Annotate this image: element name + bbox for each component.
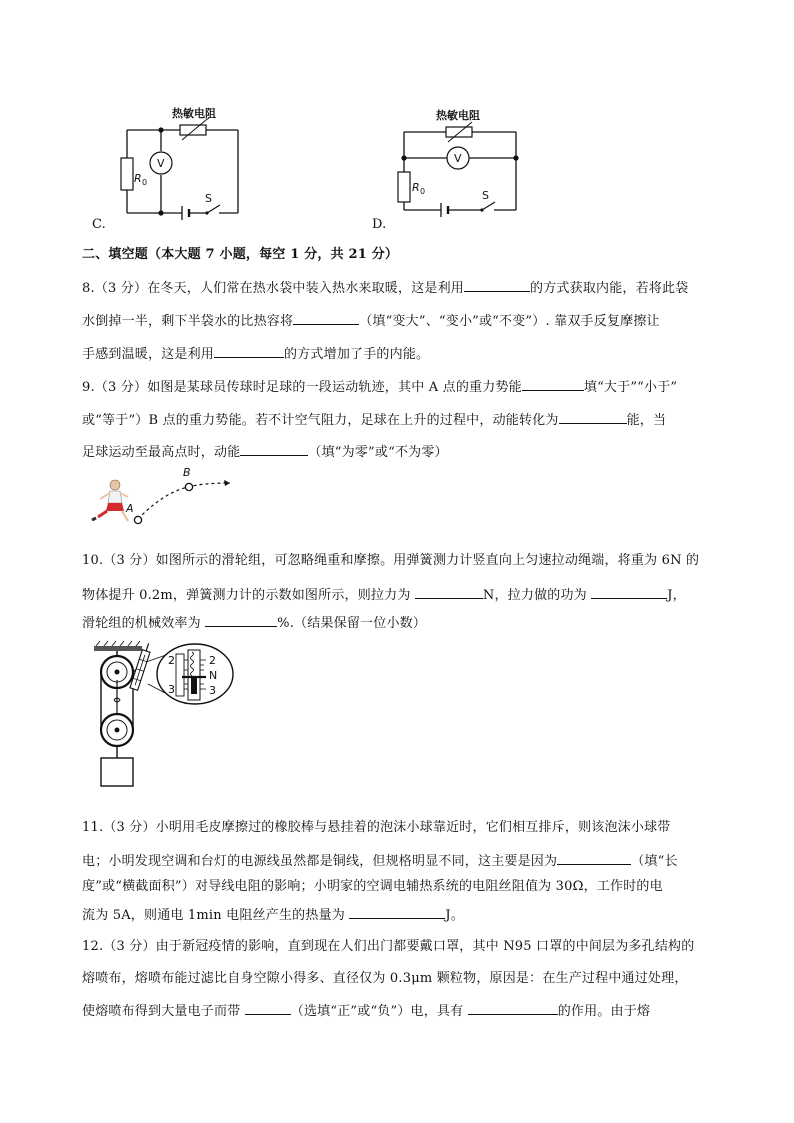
answer-blank[interactable] xyxy=(557,850,631,865)
thermistor-label: 热敏电阻 xyxy=(436,109,480,122)
option-c-label: C. xyxy=(92,217,107,232)
switch-label: S xyxy=(482,189,489,202)
scale-unit-n: N xyxy=(209,669,218,682)
question-9-line-2: 或“等于”）B 点的重力势能。若不计空气阻力，足球在上升的过程中，动能转化为 能，当 xyxy=(82,409,666,431)
r0-subscript: 0 xyxy=(420,187,426,196)
question-10-line-2: 物体提升 0.2m，弹簧测力计的示数如图所示，则拉力为 N，拉力做的功为 J， xyxy=(82,584,686,606)
question-8-line-3: 手感到温暖，这是利用 的方式增加了手的内能。 xyxy=(82,343,429,365)
answer-blank[interactable] xyxy=(559,409,627,424)
answer-blank[interactable] xyxy=(349,904,445,919)
answer-blank[interactable] xyxy=(293,310,359,325)
question-9-line-3: 足球运动至最高点时，动能 （填“为零”或“不为零） xyxy=(82,441,448,463)
thermistor-label: 热敏电阻 xyxy=(172,107,216,120)
ball-at-b xyxy=(185,483,192,490)
answer-blank[interactable] xyxy=(240,441,308,456)
resistor-r0-symbol xyxy=(398,172,410,202)
trajectory-curve xyxy=(138,483,230,519)
switch-label: S xyxy=(205,192,212,205)
r0-label: R xyxy=(412,181,420,194)
answer-blank[interactable] xyxy=(205,612,277,627)
answer-blank[interactable] xyxy=(415,584,483,599)
answer-blank[interactable] xyxy=(464,277,530,292)
question-10-line-1: 10.（3 分）如图所示的滑轮组，可忽略绳重和摩擦。用弹簧测力计竖直向上匀速拉动绳端，将重为 6N 的 xyxy=(82,553,700,568)
scale-left-mark-3: 3 xyxy=(168,683,175,696)
scale-right-mark-2: 2 xyxy=(209,654,216,667)
question-8-line-1: 8.（3 分）在冬天，人们常在热水袋中装入热水来取暖，这是利用 的方式获取内能，若将此袋 xyxy=(82,277,688,299)
question-12-line-1: 12.（3 分）由于新冠疫情的影响，直到现在人们出门都要戴口罩，其中 N95 口罩的中间层为多孔结构的 xyxy=(82,939,695,954)
question-12-line-3: 使熔喷布得到大量电子而带 （选填“正”或“负”）电，具有 的作用。由于熔 xyxy=(82,1000,650,1022)
answer-blank[interactable] xyxy=(522,376,584,391)
pulley-system-figure xyxy=(88,640,248,795)
question-11-line-1: 11.（3 分）小明用毛皮摩擦过的橡胶棒与悬挂着的泡沫小球靠近时，它们相互排斥，则该泡沫小球带 xyxy=(82,820,671,835)
r0-subscript: 0 xyxy=(142,178,148,187)
weight-block xyxy=(101,758,133,786)
football-trajectory-figure xyxy=(88,465,238,530)
point-b-label: B xyxy=(183,466,191,479)
circuit-diagram-c xyxy=(110,100,250,225)
question-8-line-2: 水倒掉一半，剩下半袋水的比热容将 （填“变大”、“变小”或“不变”）. 靠双手反复摩擦让 xyxy=(82,310,660,332)
resistor-r0-symbol xyxy=(121,158,133,190)
question-11-line-2: 电；小明发现空调和台灯的电源线虽然都是铜线，但规格明显不同，这主要是因为 （填“长 xyxy=(82,850,678,872)
answer-blank[interactable] xyxy=(591,584,667,599)
point-a-label: A xyxy=(126,502,134,515)
thermistor-symbol xyxy=(180,125,206,135)
ball-at-a xyxy=(134,516,141,523)
answer-blank[interactable] xyxy=(468,1000,558,1015)
answer-blank[interactable] xyxy=(214,343,284,358)
scale-right-mark-3: 3 xyxy=(209,684,216,697)
section-title: 二、填空题（本大题 7 小题，每空 1 分，共 21 分） xyxy=(82,247,399,262)
option-d-label: D. xyxy=(372,217,387,232)
r0-label: R xyxy=(134,172,142,185)
circuit-diagram-d xyxy=(390,100,530,225)
player-icon xyxy=(92,480,128,521)
question-9-line-1: 9.（3 分）如图是某球员传球时足球的一段运动轨迹，其中 A 点的重力势能 填“大于”“小于” xyxy=(82,376,677,398)
voltmeter-label: V xyxy=(454,152,462,165)
question-11-line-4: 流为 5A，则通电 1min 电阻丝产生的热量为 J。 xyxy=(82,904,464,926)
question-12-line-2: 熔喷布，熔喷布能过滤比自身空隙小得多、直径仅为 0.3μm 颗粒物，原因是：在生产过程中通过处理， xyxy=(82,971,688,986)
thermistor-symbol xyxy=(446,127,472,137)
voltmeter-label: V xyxy=(157,157,165,170)
answer-blank[interactable] xyxy=(245,1000,291,1015)
scale-left-mark-2: 2 xyxy=(168,654,175,667)
question-11-line-3: 度”或“横截面积”）对导线电阻的影响；小明家的空调电辅热系统的电阻丝阻值为 30Ω，工作时的电 xyxy=(82,879,663,894)
question-10-line-3: 滑轮组的机械效率为 %.（结果保留一位小数） xyxy=(82,612,426,634)
